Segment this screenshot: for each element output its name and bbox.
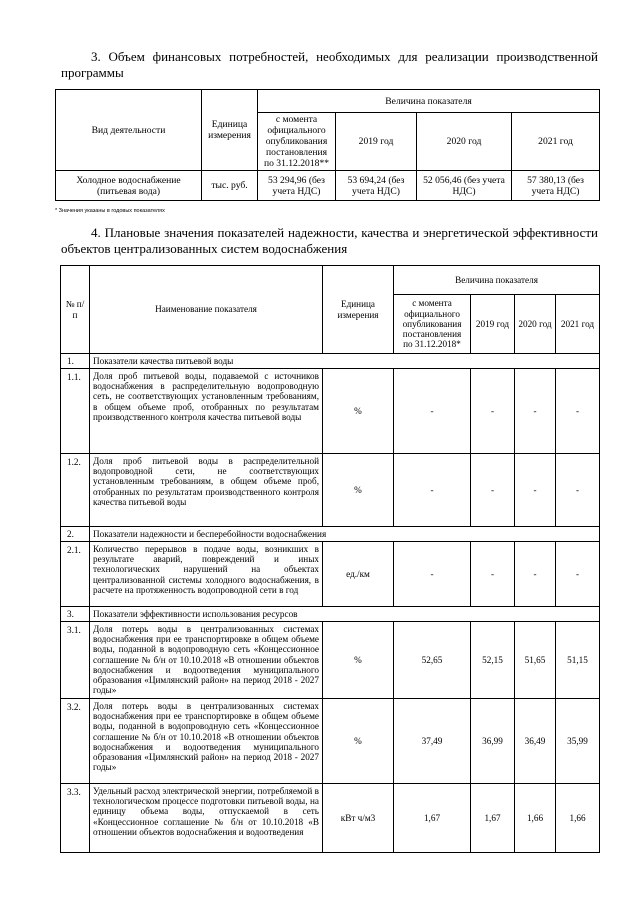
cell-2019: 53 694,24 (без учета НДС) — [336, 171, 417, 201]
section-row — [61, 607, 600, 622]
row-number: 3.1. — [61, 622, 90, 699]
indicators-table — [60, 265, 600, 853]
header-activity: Вид деятельности — [56, 90, 202, 171]
header-value-group: Величина показателя — [258, 90, 600, 113]
row-number: 1.1. — [61, 369, 90, 454]
indicator-unit: % — [323, 369, 394, 454]
section-4-heading: 4. Плановые значения показателей надежности, качества и энергетической эффективности объектов централизованных систем водоснабжения — [61, 225, 598, 256]
header-unit: Единица измерения — [323, 266, 394, 354]
table-row — [61, 369, 600, 454]
header-name: Наименование показателя — [90, 266, 323, 354]
indicator-name: Удельный расход электрической энергии, потребляемой в технологическом процессе подготовки питьевой воды, на единицу объема воды, отпускаемой в сеть «Концессионное соглашение № б/н от 10.10.2018 «В отношении объектов водоснабжения и водоотведения — [90, 784, 323, 853]
value-since: 37,49 — [394, 699, 471, 784]
value-2019: 1,67 — [471, 784, 515, 853]
value-2021: - — [556, 542, 600, 607]
value-since: 52,65 — [394, 622, 471, 699]
value-2020: - — [515, 542, 556, 607]
header-no: № п/п — [61, 266, 90, 354]
table-row — [61, 454, 600, 527]
indicator-name: Доля проб питьевой воды, подаваемой с источников водоснабжения в распределительную водопроводную сеть, не соответствующих установленным требованиям, в общем объеме проб, отобранных по результатам производственного контроля качества питьевой воды — [90, 369, 323, 454]
header-2021: 2021 год — [512, 113, 600, 171]
value-2019: - — [471, 542, 515, 607]
header-2019: 2019 год — [471, 295, 515, 354]
value-since: 1,67 — [394, 784, 471, 853]
row-number: 3. — [61, 607, 90, 622]
indicator-unit: ед./км — [323, 542, 394, 607]
value-2020: - — [515, 454, 556, 527]
indicator-unit: % — [323, 699, 394, 784]
cell-unit: тыс. руб. — [202, 171, 258, 201]
row-number: 3.2. — [61, 699, 90, 784]
header-2021: 2021 год — [556, 295, 600, 354]
row-number: 2. — [61, 527, 90, 542]
value-2021: - — [556, 369, 600, 454]
cell-2021: 57 380,13 (без учета НДС) — [512, 171, 600, 201]
table-row — [61, 622, 600, 699]
value-2020: 36,49 — [515, 699, 556, 784]
section-title: Показатели эффективности использования ресурсов — [90, 607, 600, 622]
table-row — [56, 171, 600, 201]
section-title: Показатели надежности и бесперебойности водоснабжения — [90, 527, 600, 542]
value-2021: 51,15 — [556, 622, 600, 699]
value-since: - — [394, 369, 471, 454]
value-2021: - — [556, 454, 600, 527]
financial-needs-table — [55, 89, 600, 201]
indicator-name: Количество перерывов в подаче воды, возникших в результате аварий, повреждений и иных технологических нарушений на объектах централизованной системы холодного водоснабжения, в расчете на протяженность водопроводной сети в год — [90, 542, 323, 607]
value-2020: - — [515, 369, 556, 454]
header-value-group: Величина показателя — [394, 266, 600, 295]
indicator-name: Доля потерь воды в централизованных системах водоснабжения при ее транспортировке в общем объеме воды, поданной в водопроводную сеть «Концессионное соглашение № б/н от 10.10.2018 «В отношении объектов водоснабжения и водоотведения муниципального образования «Цимлянский район» на период 2018 - 2027 годы» — [90, 622, 323, 699]
table-row — [61, 542, 600, 607]
section-row — [61, 354, 600, 369]
value-2019: 52,15 — [471, 622, 515, 699]
value-2020: 1,66 — [515, 784, 556, 853]
header-2019: 2019 год — [336, 113, 417, 171]
indicator-name: Доля потерь воды в централизованных системах водоснабжения при ее транспортировке в общем объеме воды, поданной в водопроводную сеть «Концессионное соглашение № б/н от 10.10.2018 «В отношении объектов водоснабжения и водоотведения муниципального образования «Цимлянский район» на период 2018 - 2027 годы» — [90, 699, 323, 784]
value-2021: 1,66 — [556, 784, 600, 853]
value-2020: 51,65 — [515, 622, 556, 699]
value-since: - — [394, 454, 471, 527]
header-since: с момента официального опубликования постановления по 31.12.2018** — [258, 113, 336, 171]
header-since: с момента официального опубликования постановления по 31.12.2018* — [394, 295, 471, 354]
row-number: 1. — [61, 354, 90, 369]
table-row — [61, 699, 600, 784]
cell-since: 53 294,96 (без учета НДС) — [258, 171, 336, 201]
value-2019: - — [471, 369, 515, 454]
indicator-name: Доля проб питьевой воды в распределительной водопроводной сети, не соответствующих установленным требованиям, в общем объеме проб, отобранных по результатам производственного контроля качества питьевой воды — [90, 454, 323, 527]
value-2019: 36,99 — [471, 699, 515, 784]
cell-2020: 52 056,46 (без учета НДС) — [417, 171, 512, 201]
row-number: 1.2. — [61, 454, 90, 527]
header-2020: 2020 год — [417, 113, 512, 171]
header-2020: 2020 год — [515, 295, 556, 354]
section-title: Показатели качества питьевой воды — [90, 354, 600, 369]
table-row — [61, 784, 600, 853]
header-unit: Единица измерения — [202, 90, 258, 171]
indicator-unit: % — [323, 454, 394, 527]
cell-activity: Холодное водоснабжение (питьевая вода) — [56, 171, 202, 201]
indicator-unit: % — [323, 622, 394, 699]
section-3-heading: 3. Объем финансовых потребностей, необходимых для реализации производственной программы — [61, 49, 598, 80]
section-row — [61, 527, 600, 542]
value-since: - — [394, 542, 471, 607]
indicator-unit: кВт ч/м3 — [323, 784, 394, 853]
value-2021: 35,99 — [556, 699, 600, 784]
row-number: 2.1. — [61, 542, 90, 607]
value-2019: - — [471, 454, 515, 527]
footnote: * Значения указаны в годовых показателях — [55, 208, 165, 214]
row-number: 3.3. — [61, 784, 90, 853]
